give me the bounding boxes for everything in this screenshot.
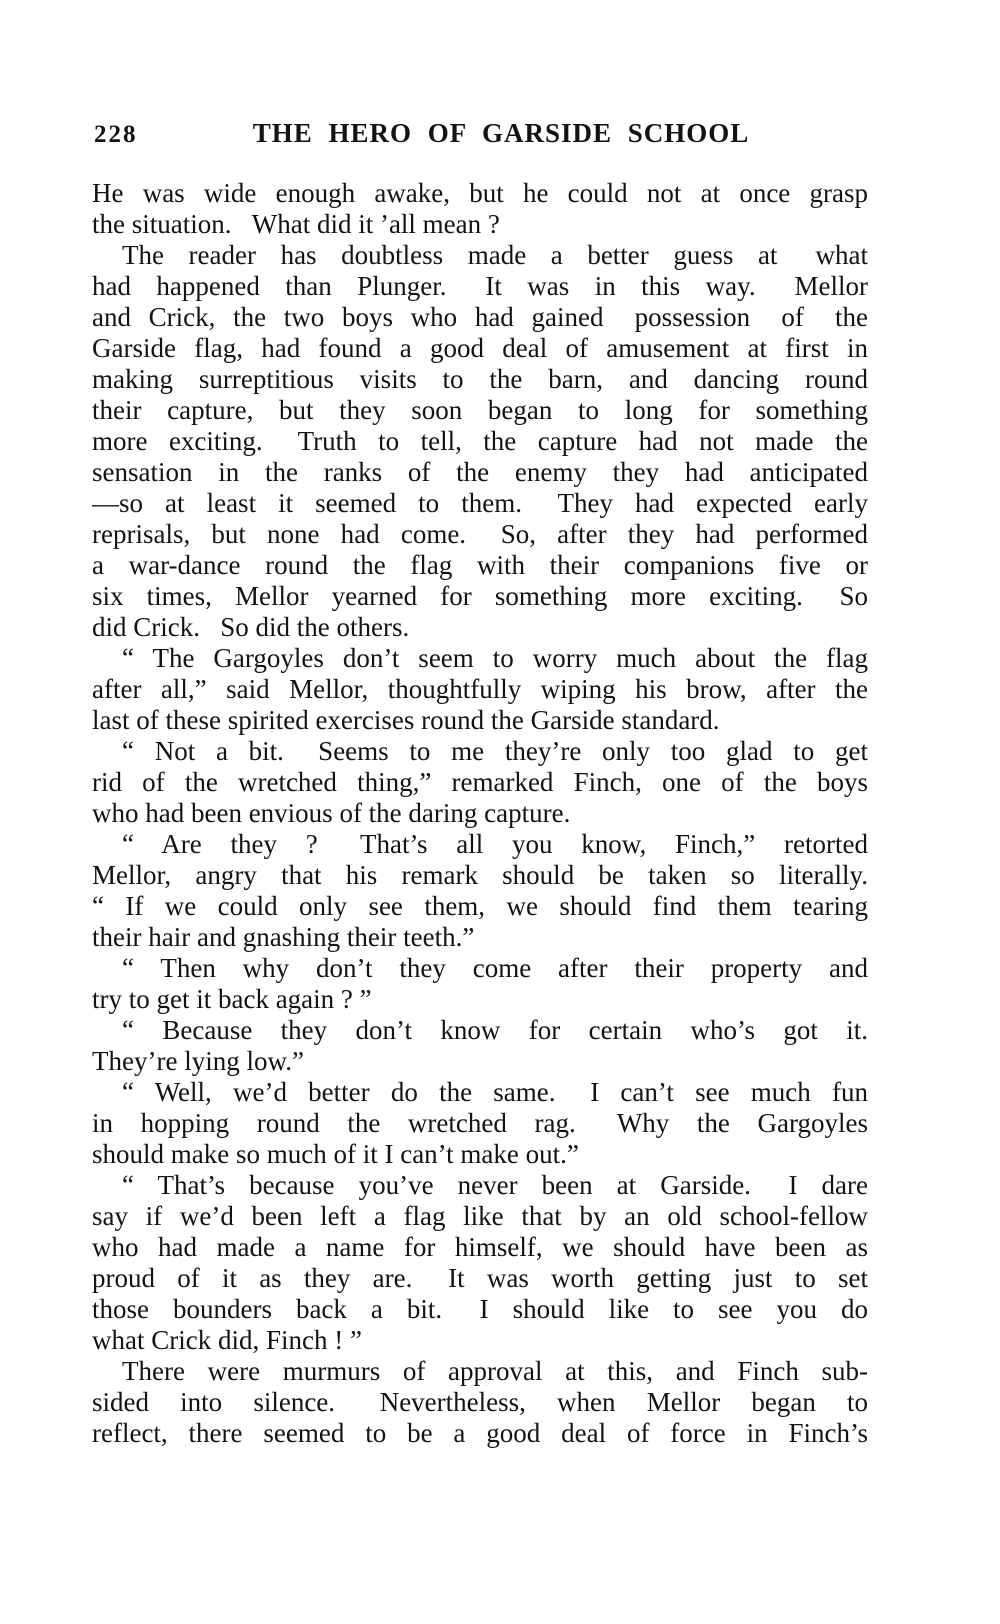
text-line: the situation. What did it ’all mean ?: [92, 209, 500, 239]
text-line: He was wide enough awake, but he could not at once grasp: [92, 178, 868, 208]
text-line: reflect, there seemed to be a good deal of force in Finch’s: [92, 1418, 868, 1448]
text-line: their capture, but they soon began to long for something: [92, 395, 868, 425]
text-line: in hopping round the wretched rag. Why the Gargoyles: [92, 1108, 868, 1138]
text-line: after all,” said Mellor, thoughtfully wiping his brow, after the: [92, 674, 868, 704]
text-line: Garside flag, had found a good deal of amusement at first in: [92, 333, 868, 363]
text-line: had happened than Plunger. It was in this way. Mellor: [92, 271, 868, 301]
text-line: They’re lying low.”: [92, 1046, 304, 1076]
page-header: [92, 118, 868, 152]
text-line: The reader has doubtless made a better guess at what: [122, 240, 868, 270]
text-line: “ If we could only see them, we should find them tearing: [92, 891, 868, 921]
text-line: “ Well, we’d better do the same. I can’t see much fun: [122, 1077, 868, 1107]
text-line: “ The Gargoyles don’t seem to worry much about the flag: [122, 643, 868, 673]
text-line: Mellor, angry that his remark should be taken so literally.: [92, 860, 868, 890]
text-line: proud of it as they are. It was worth getting just to set: [92, 1263, 868, 1293]
text-line: making surreptitious visits to the barn, and dancing round: [92, 364, 868, 394]
page-body: [92, 178, 868, 1449]
text-line: reprisals, but none had come. So, after they had performed: [92, 519, 868, 549]
text-line: rid of the wretched thing,” remarked Finch, one of the boys: [92, 767, 868, 797]
running-title: THE HERO OF GARSIDE SCHOOL: [252, 118, 750, 148]
text-line: those bounders back a bit. I should like to see you do: [92, 1294, 868, 1324]
text-line: sensation in the ranks of the enemy they had anticipated: [92, 457, 868, 487]
text-line: a war-dance round the flag with their companions five or: [92, 550, 868, 580]
text-line: should make so much of it I can’t make out.”: [92, 1139, 579, 1169]
text-line: and Crick, the two boys who had gained possession of the: [92, 302, 868, 332]
text-line: their hair and gnashing their teeth.”: [92, 922, 475, 952]
text-line: who had been envious of the daring capture.: [92, 798, 571, 828]
text-line: —so at least it seemed to them. They had expected early: [92, 488, 868, 518]
text-line: “ Because they don’t know for certain who’s got it.: [122, 1015, 868, 1045]
text-line: who had made a name for himself, we should have been as: [92, 1232, 868, 1262]
text-line: try to get it back again ? ”: [92, 984, 372, 1014]
text-line: say if we’d been left a flag like that by an old school-fellow: [92, 1201, 868, 1231]
text-line: last of these spirited exercises round the Garside standard.: [92, 705, 720, 735]
text-line: sided into silence. Nevertheless, when Mellor began to: [92, 1387, 868, 1417]
text-line: more exciting. Truth to tell, the capture had not made the: [92, 426, 868, 456]
text-line: six times, Mellor yearned for something more exciting. So: [92, 581, 868, 611]
text-line: did Crick. So did the others.: [92, 612, 410, 642]
text-line: “ Then why don’t they come after their property and: [122, 953, 868, 983]
text-line: “ Are they ? That’s all you know, Finch,” retorted: [122, 829, 868, 859]
page-number: 228: [94, 121, 138, 148]
text-line: There were murmurs of approval at this, and Finch sub-: [122, 1356, 868, 1386]
text-line: “ Not a bit. Seems to me they’re only too glad to get: [122, 736, 868, 766]
text-line: “ That’s because you’ve never been at Garside. I dare: [122, 1170, 868, 1200]
text-line: what Crick did, Finch ! ”: [92, 1325, 362, 1355]
